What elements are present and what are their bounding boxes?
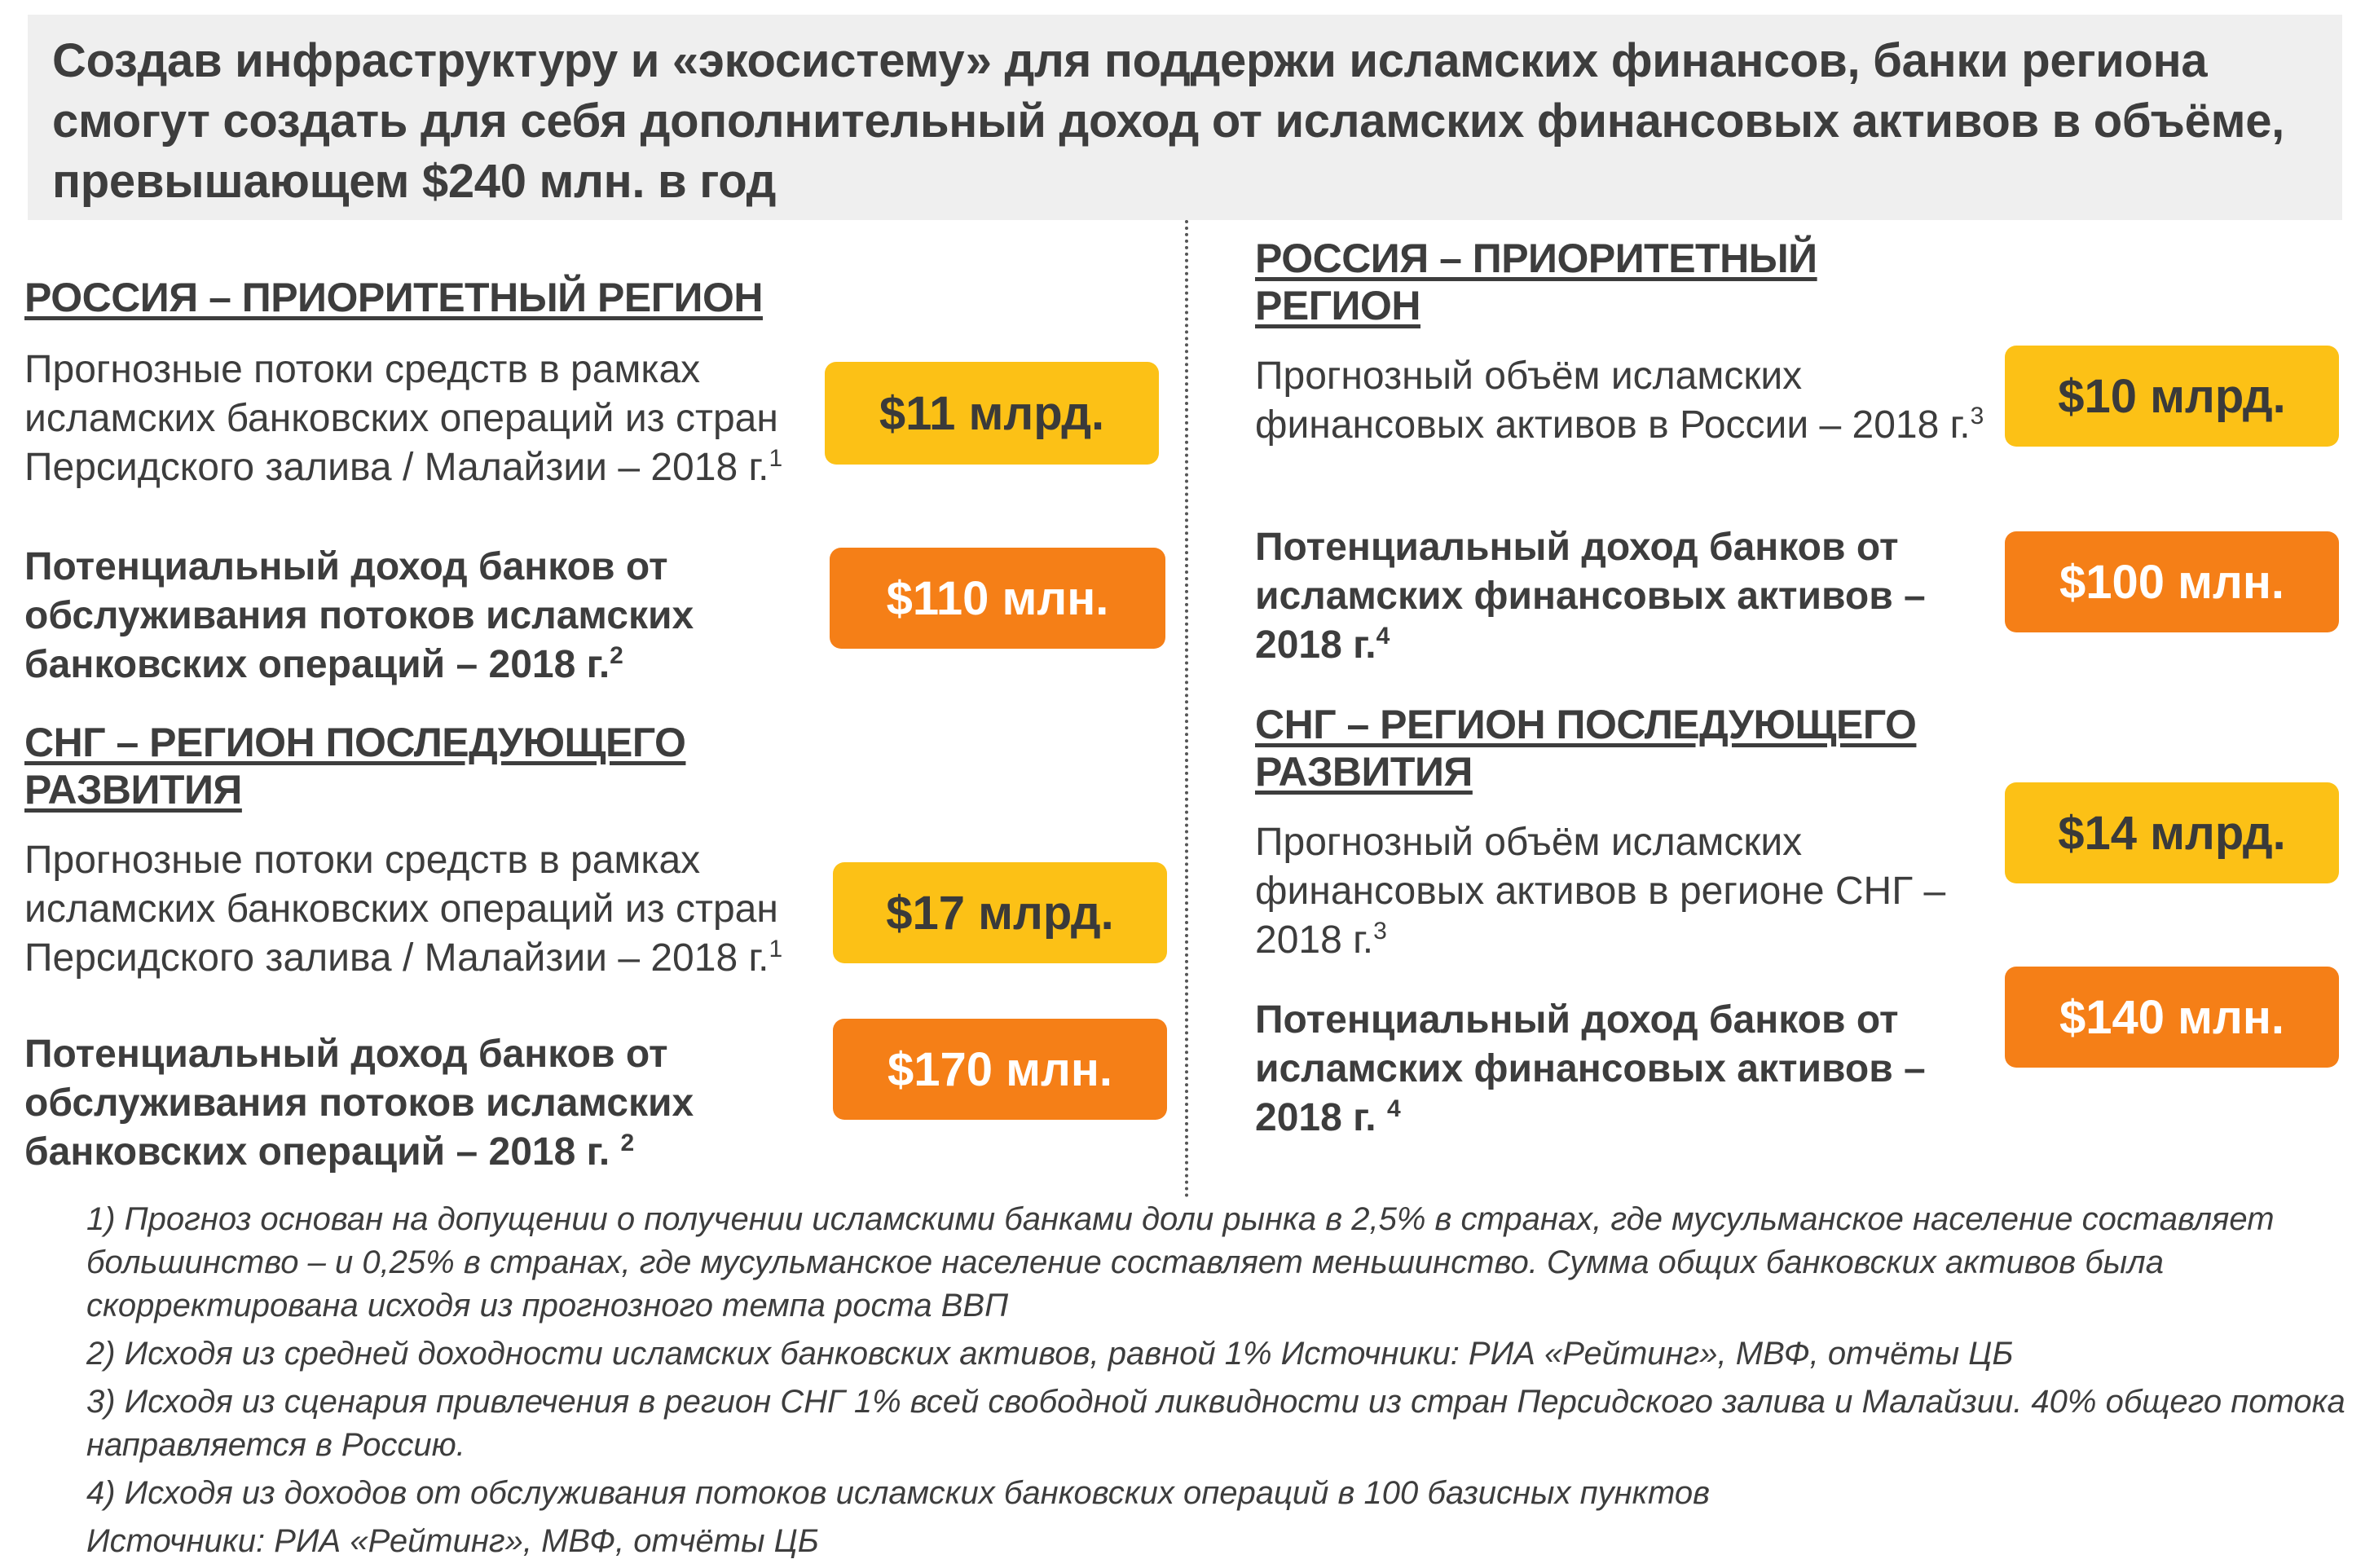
right-cis-income — [1255, 996, 2013, 1143]
left-cis-flow-value: $17 млрд. — [833, 862, 1167, 963]
right-cis-assets-value: $14 млрд. — [2005, 782, 2339, 883]
right-cis-heading: СНГ – РЕГИОН ПОСЛЕДУЮЩЕГО РАЗВИТИЯ — [1255, 702, 1917, 795]
left-cis-flow-sup: 1 — [769, 936, 783, 962]
left-cis-income-sup: 2 — [620, 1130, 635, 1156]
left-cis-flow-text: Прогнозные потоки средств в рамках исламских банковских операций из стран Персидского залива / Малайзии – 2018 г. — [24, 839, 778, 980]
left-cis-heading: СНГ – РЕГИОН ПОСЛЕДУЮЩЕГО РАЗВИТИЯ — [24, 720, 686, 813]
right-russia-income — [1255, 523, 2013, 670]
left-russia-flow-value: $11 млрд. — [825, 362, 1159, 465]
left-russia-income-value: $110 млн. — [830, 548, 1165, 649]
right-russia-income-text: Потенциальный доход банков от исламских финансовых активов – 2018 г. — [1255, 526, 1926, 667]
left-cis-income — [24, 1030, 807, 1177]
left-russia-flow — [24, 346, 831, 492]
right-cis-assets-text: Прогнозный объём исламских финансовых активов в регионе СНГ – 2018 г. — [1255, 821, 1946, 962]
right-cis-assets — [1255, 818, 2005, 965]
left-cis-flow — [24, 836, 831, 983]
left-russia-income — [24, 543, 807, 689]
footnote-2: 2) Исходя из средней доходности исламских банковских активов, равной 1% Источники: РИА «Рейтинг», МВФ, отчёты ЦБ — [86, 1336, 2014, 1372]
left-cis-income-value: $170 млн. — [833, 1019, 1167, 1120]
right-russia-income-sup: 4 — [1376, 623, 1390, 650]
footnote-1: 1) Прогноз основан на допущении о получении исламскими банками доли рынка в 2,5% в странах, где мусульманское население составляет большинство – и 0,25% в странах, где мусульманское население составляет меньшинство. Сумма общих банковских активов была скорректирована исходя из прогнозного темпа роста ВВП — [86, 1201, 2275, 1324]
page-title: Создав инфраструктуру и «экосистему» для поддержи исламских финансов, банки региона смогут создать для себя дополнительный доход от исламских финансовых активов в объёме, превышающем $240 млн. в год — [52, 34, 2284, 208]
right-cis-heading-block — [1255, 701, 1989, 795]
right-cis-income-sup: 4 — [1386, 1095, 1401, 1122]
right-russia-assets-text: Прогнозный объём исламских финансовых активов в России – 2018 г. — [1255, 355, 1971, 447]
right-cis-assets-sup: 3 — [1373, 918, 1387, 945]
left-russia-heading-block — [24, 274, 839, 321]
footnotes — [86, 1198, 2360, 1568]
column-divider — [1185, 220, 1188, 1198]
right-cis-income-text: Потенциальный доход банков от исламских финансовых активов – 2018 г. — [1255, 998, 1926, 1139]
right-russia-heading-block — [1255, 235, 1874, 329]
right-russia-income-value: $100 млн. — [2005, 531, 2339, 632]
left-russia-heading: РОССИЯ – ПРИОРИТЕТНЫЙ РЕГИОН — [24, 275, 763, 320]
left-russia-flow-text: Прогнозные потоки средств в рамках исламских банковских операций из стран Персидского залива / Малайзии – 2018 г. — [24, 348, 778, 489]
footnote-4: 4) Исходя из доходов от обслуживания потоков исламских банковских операций в 100 базисных пунктов — [86, 1475, 1710, 1511]
right-russia-assets — [1255, 352, 2013, 450]
right-russia-heading: РОССИЯ – ПРИОРИТЕТНЫЙ РЕГИОН — [1255, 236, 1817, 328]
footnote-3: 3) Исходя из сценария привлечения в регион СНГ 1% всей свободной ликвидности из стран Персидского залива и Малайзии. 40% общего потока направляется в Россию. — [86, 1384, 2345, 1463]
right-cis-income-value: $140 млн. — [2005, 967, 2339, 1068]
header-banner — [28, 15, 2342, 220]
left-cis-heading-block — [24, 719, 758, 813]
left-russia-income-sup: 2 — [610, 642, 623, 669]
left-russia-income-text: Потенциальный доход банков от обслуживания потоков исламских банковских операций – 2018 г. — [24, 545, 694, 686]
right-russia-assets-value: $10 млрд. — [2005, 346, 2339, 447]
right-russia-assets-sup: 3 — [1970, 403, 1984, 429]
sources-note: Источники: РИА «Рейтинг», МВФ, отчёты ЦБ — [86, 1523, 819, 1559]
left-russia-flow-sup: 1 — [769, 445, 783, 472]
left-cis-income-text: Потенциальный доход банков от обслуживания потоков исламских банковских операций – 2018 г. — [24, 1033, 694, 1174]
